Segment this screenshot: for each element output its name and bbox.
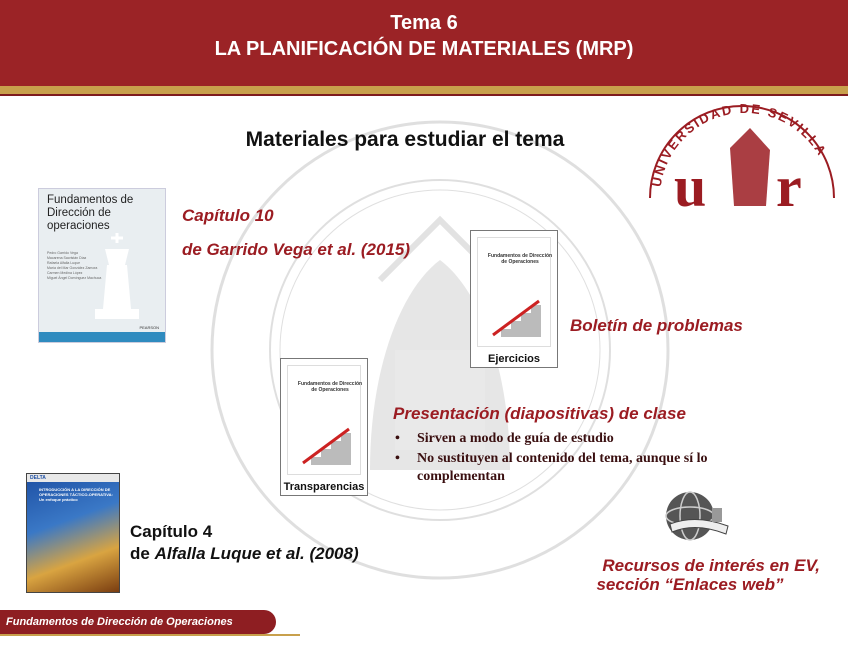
slide-caption: Transparencias: [283, 481, 365, 493]
header-title: LA PLANIFICACIÓN DE MATERIALES (MRP): [214, 38, 634, 60]
chess-king-icon: [77, 229, 157, 329]
slide-title: Fundamentos de Dirección de Operaciones: [487, 253, 553, 265]
capitulo4-label: Capítulo 4: [130, 522, 213, 541]
capitulo10-reference: de Garrido Vega et al. (2015): [182, 240, 411, 259]
svg-text:UNIVERSIDAD DE SEVILLA: UNIVERSIDAD DE SEVILLA: [648, 100, 831, 188]
book1-author: Miguel Ángel Domínguez Machuca: [47, 276, 102, 280]
bullet-text: No sustituyen al contenido del tema, aunque sí lo complementan: [417, 451, 708, 484]
recursos-line1: Recursos de interés en EV,: [602, 556, 820, 575]
bullet-text: Sirven a modo de guía de estudio: [417, 431, 614, 446]
footer-gold-line: [0, 634, 300, 636]
svg-text:u: u: [674, 154, 707, 212]
slide-thumbnail-ejercicios: [470, 230, 558, 368]
bullet-icon: •: [395, 431, 400, 446]
capitulo4-reference: [130, 544, 359, 564]
book1-author: María del Mar González Zamora: [47, 266, 98, 270]
book-cover-alfalla: [26, 473, 120, 593]
book2-publisher: DELTA: [30, 475, 46, 481]
stairs-arrow-icon: [489, 297, 545, 339]
seal-watermark: [200, 110, 680, 590]
recursos-label: [560, 556, 820, 594]
book1-title: Fundamentos de Dirección de operaciones: [47, 194, 134, 232]
capitulo10-label: Capítulo 10: [182, 206, 274, 225]
stairs-arrow-icon: [299, 425, 355, 467]
bullet-icon: •: [395, 451, 400, 466]
boletin-label: Boletín de problemas: [570, 316, 743, 335]
book1-author: Pedro Garrido Vega: [47, 251, 78, 255]
svg-text:r: r: [776, 154, 802, 212]
book1-publisher: PEARSON: [139, 325, 159, 330]
slide-caption: Ejercicios: [488, 353, 540, 365]
footer-text: Fundamentos de Dirección de Operaciones: [6, 616, 233, 628]
globe-web-icon: [662, 488, 730, 544]
book1-author: Rafaela Alfalla Luque: [47, 261, 81, 265]
presentacion-label: Presentación (diapositivas) de clase: [393, 404, 686, 423]
page-title: Materiales para estudiar el tema: [245, 128, 565, 151]
book1-footer-band: [39, 332, 165, 342]
book-cover-garrido: [38, 188, 166, 343]
header-topic: Tema 6: [390, 12, 458, 34]
capitulo4-authors: Alfalla Luque et al. (2008): [154, 544, 359, 563]
capitulo4-prefix: de: [130, 544, 155, 563]
bullet-item: [395, 430, 795, 448]
book1-author: Macarena Sacristán Díaz: [47, 256, 87, 260]
book1-author: Carmen Medina López: [47, 271, 83, 275]
bullet-list: [395, 430, 795, 488]
slide-thumbnail-transparencias: [280, 358, 368, 496]
bullet-item: [395, 450, 795, 486]
recursos-line2: sección “Enlaces web”: [596, 575, 784, 594]
book2-title: INTRODUCCIÓN A LA DIRECCIÓN DE OPERACIONES TÁCTICO-OPERATIVA: Un enfoque práctico: [39, 487, 113, 502]
slide-title: Fundamentos de Dirección de Operaciones: [297, 381, 363, 393]
